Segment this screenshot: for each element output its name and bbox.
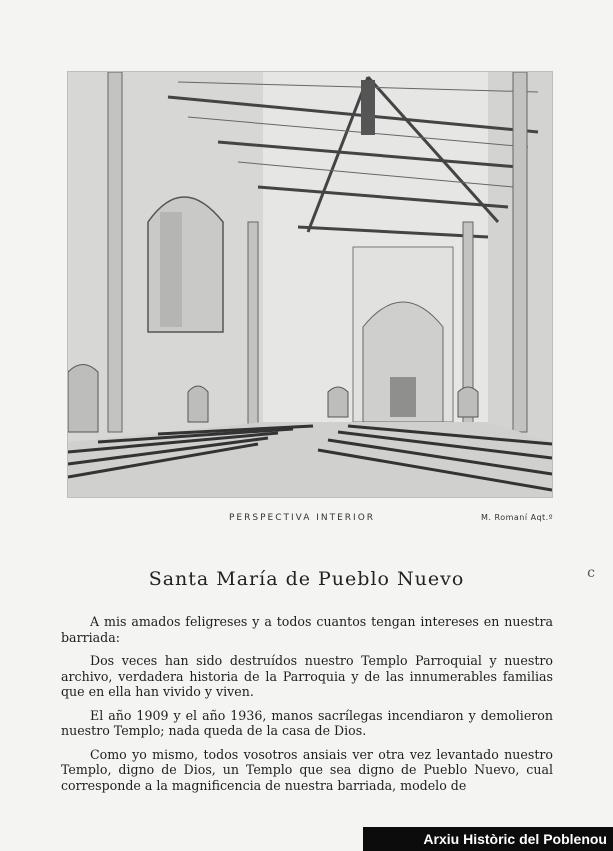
illustration-caption: PERSPECTIVA INTERIOR bbox=[229, 513, 376, 523]
paragraph: Como yo mismo, todos vosotros ansiais ver otra vez levantado nuestro Templo, digno de Dios, un Templo que sea digno de Pueblo Nuevo, cual corresponde a la magnificencia de nuestra barriada, modelo de bbox=[61, 746, 553, 793]
church-interior-drawing bbox=[68, 72, 552, 497]
page-edge-mark: c bbox=[587, 565, 595, 581]
document-title: Santa María de Pueblo Nuevo bbox=[148, 568, 465, 590]
archive-watermark: Arxiu Històric del Poblenou bbox=[363, 827, 613, 851]
paragraph: Dos veces han sido destruídos nuestro Templo Parroquial y nuestro archivo, verdadera historia de la Parroquia y de las innumerables familias que en ella han vivido y viven. bbox=[61, 653, 553, 699]
church-interior-illustration bbox=[67, 71, 553, 498]
document-body bbox=[61, 614, 553, 801]
paragraph: A mis amados feligreses y a todos cuantos tengan intereses en nuestra barriada: bbox=[61, 614, 553, 645]
paragraph: El año 1909 y el año 1936, manos sacrílegas incendiaron y demolieron nuestro Templo; nada queda de la casa de Dios. bbox=[61, 707, 553, 738]
illustration-artist-credit: M. Romaní Aqt.º bbox=[481, 513, 553, 522]
